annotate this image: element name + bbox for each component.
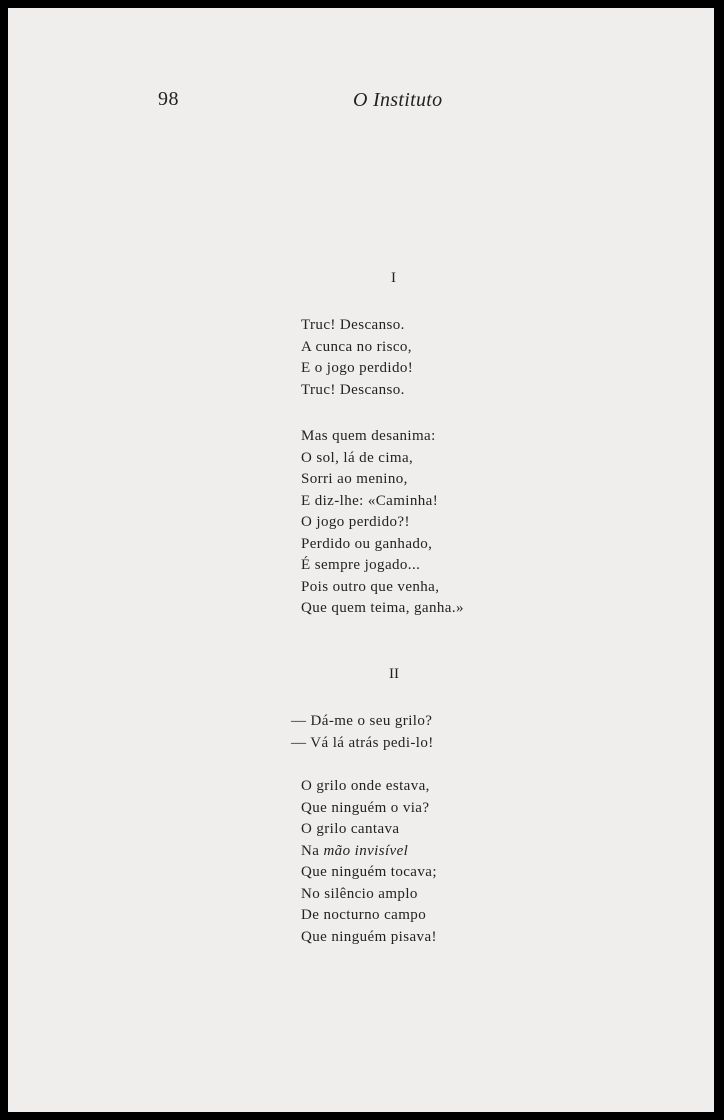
verse-line: O sol, lá de cima, [301,449,414,466]
verse-line: Mas quem desanima: [301,428,436,444]
verse-line: Que ninguém o via? [301,799,430,816]
verse-line: Sorri ao menino, [301,471,408,487]
verse-line: Que quem teima, ganha.» [301,600,464,616]
verse-line: E diz-lhe: «Caminha! [301,492,439,509]
verse-line: Pois outro que venha, [301,578,440,595]
verse-line: Que ninguém pisava! [301,928,437,945]
verse-line: E o jogo perdido! [301,360,414,376]
verse-line: O jogo perdido?! [301,514,410,530]
verse-line: Perdido ou ganhado, [301,535,433,552]
verse-line: A cunca no risco, [301,338,412,355]
section-numeral-1: I [391,270,396,286]
verse-line: — Vá lá atrás pedi-lo! [291,734,434,751]
italic-phrase: mão invisível [323,842,409,859]
section-numeral-2: II [389,666,399,682]
verse-line-prefix: Na [301,842,320,859]
running-title: O Instituto [353,89,443,111]
verse-line: No silêncio amplo [301,885,418,902]
stanza-2-1 [291,711,434,754]
verse-line [301,841,437,863]
verse-line: É sempre jogado... [301,557,421,573]
verse-line: Truc! Descanso. [301,317,405,333]
verse-line: — Dá-me o seu grilo? [291,713,433,729]
verse-line: O grilo onde estava, [301,778,430,794]
stanza-1-2 [301,426,464,620]
verse-line: O grilo cantava [301,821,400,837]
verse-line: Que ninguém tocava; [301,864,437,880]
book-page [8,8,714,1112]
stanza-2-2 [301,776,437,948]
verse-line: De nocturno campo [301,907,427,923]
verse-line: Truc! Descanso. [301,381,405,398]
stanza-1-1 [301,315,413,401]
page-number: 98 [158,88,179,110]
